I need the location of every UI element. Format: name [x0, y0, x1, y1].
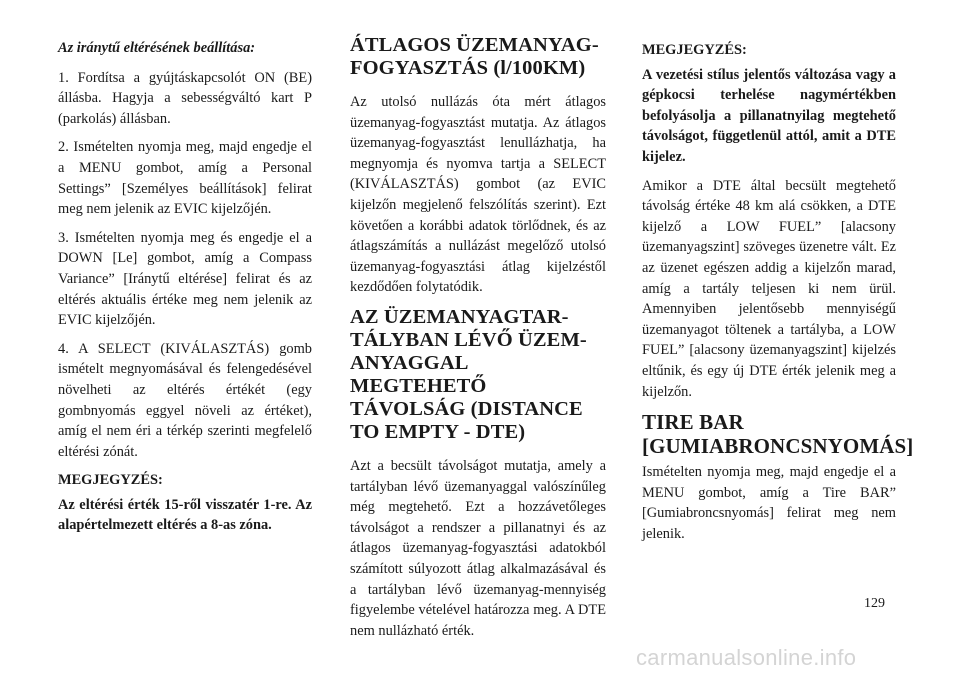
tire-bar-paragraph: Ismételten nyomja meg, majd engedje el a MENU gombot, amíg a Tire BAR” [Gumiabroncsnyomás] felirat meg nem jelenik.	[642, 464, 896, 542]
average-fuel-paragraph: Az utolsó nullázás óta mért átlagos üzemanyag-fogyasztást mutatja. Az átlagos üzemanyag-fogyasztást lenullázhatja, ha megnyomja és nyomva tartja a SELECT (KIVÁLASZTÁS) gombot (az EVIC kijelzőn megjelenő felszólítás szerint). Ezt követően a korábbi adatok törlődnek, és az átlagszámítás a nullázást megelőző utolsó üzemanyag-fogyasztási átlag kijelzéstől kezdődően folytatódik.	[350, 94, 606, 296]
average-fuel-heading: ÁTLAGOS ÜZEMANYAG-FOGYASZTÁS (l/100KM)	[350, 34, 599, 79]
note-text: Az eltérési érték 15-ről visszatér 1-re. Az alapértelmezett eltérés a 8-as zóna.	[58, 496, 312, 534]
note-label: MEGJEGYZÉS:	[642, 42, 747, 58]
distance-to-empty-paragraph: Azt a becsült távolságot mutatja, amely a tartályban lévő üzemanyaggal valószínűleg még megtehető. Ezt a hozzávetőleges távolságot a rendszer a pillanatnyi és az átlagos üzemanyag-fogyasztási adatokból számított súlyozott átlag alkalmazásával és a tartályban lévő üzemanyag-mennyiség figyelembe vételével határozza meg. A DTE nem nullázható érték.	[350, 457, 606, 639]
tire-bar-heading: TIRE BAR [GUMIABRONCSNYOMÁS]	[642, 410, 914, 459]
step-3: 3. Ismételten nyomja meg és engedje el a DOWN [Le] gombot, amíg a Compass Variance” [Iránytű eltérése] felirat és az eltérés aktuális értéke meg nem jelenik az EVIC kijelzőjén.	[58, 229, 312, 329]
note-text: A vezetési stílus jelentős változása vagy a gépkocsi terhelése nagymértékben befolyásolja a pillanatnyilag megtehető távolságot, függetlenül attól, amit a DTE kijelez.	[642, 66, 896, 165]
step-2: 2. Ismételten nyomja meg, majd engedje el a MENU gombot, amíg a Personal Settings” [Személyes beállítások] felirat meg nem jelenik az EVIC kijelzőjén.	[58, 139, 312, 218]
distance-to-empty-heading: AZ ÜZEMANYAGTARTÁLYBAN LÉVŐ ÜZEMANYAGGAL MEGTEHETŐ TÁVOLSÁG (DISTANCE TO EMPTY - DTE)	[350, 305, 587, 443]
right-column	[642, 38, 914, 552]
middle-column	[350, 34, 606, 649]
left-column	[58, 38, 312, 544]
step-1: 1. Fordítsa a gyújtáskapcsolót ON (BE) állásba. Hagyja a sebességváltó kart P (parkolás) állásban.	[58, 69, 312, 127]
step-4: 4. A SELECT (KIVÁLASZTÁS) gomb ismételt megnyomásával és felengedésével növelheti az eltérés értékét (egy gombnyomás eggyel növeli az értéket), amíg el nem éri a térkép szerinti megfelelő eltérési zónát.	[58, 340, 312, 460]
low-fuel-paragraph: Amikor a DTE által becsült megtehető távolság értéke 48 km alá csökken, a DTE kijelző a LOW FUEL” [alacsony üzemanyagszint] szöveges üzenetre vált. Ez az üzenet egészen addig a kijelzőn marad, amíg a tartály teljesen ki nem ürül. Amennyiben jelentősebb mennyiségű üzemanyagot töltenek a tartályba, a LOW FUEL” [alacsony üzemanyagszint] kijelzés eltűnik, és egy új DTE érték jelenik meg a kijelzőn.	[642, 177, 896, 400]
note-label: MEGJEGYZÉS:	[58, 472, 163, 489]
compass-variance-subheading: Az iránytű eltérésének beállítása:	[58, 40, 256, 56]
page-number: 129	[864, 596, 885, 611]
watermark: carmanualsonline.info	[636, 645, 857, 670]
